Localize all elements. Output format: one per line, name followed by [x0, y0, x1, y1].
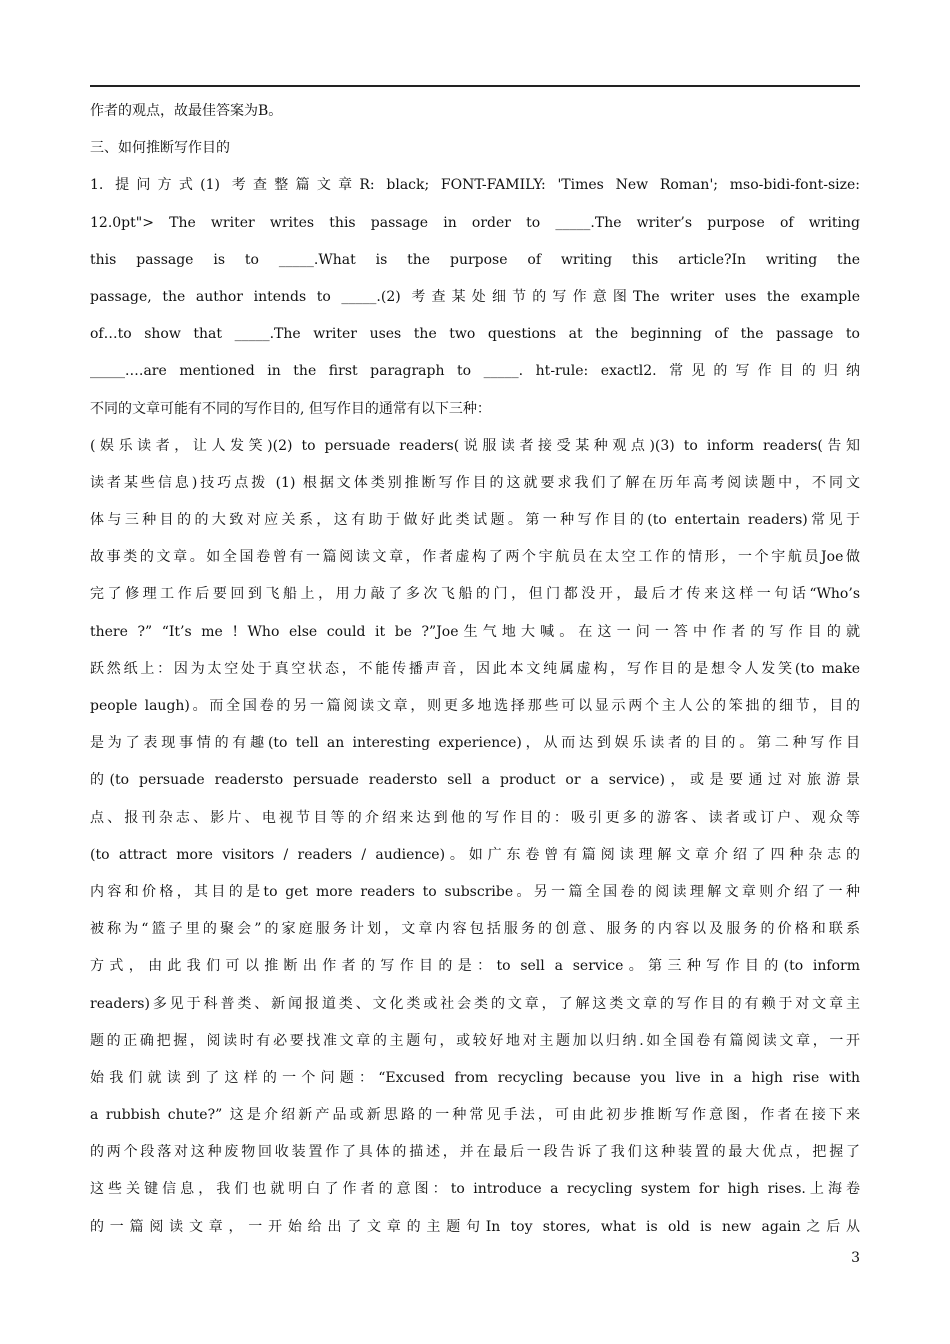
text-line: 三、如何推断写作目的 — [90, 140, 230, 157]
text-line: 始我们就读到了这样的一个问题：“Excused from recycling because you live in a high rise with — [90, 1069, 860, 1086]
text-line: 的两个段落对这种废物回收装置作了具体的描述，并在最后一段告诉了我们这种装置的最大优点，把握了 — [90, 1144, 860, 1161]
page-number: 3 — [851, 1250, 860, 1266]
text-line: 点、报刊杂志、影片、电视节目等的介绍来达到他的写作目的：吸引更多的游客、读者或订户、观众等 — [90, 809, 860, 826]
text-line: readers)多见于科普类、新闻报道类、文化类或社会类的文章，了解这类文章的写作目的有赖于对文章主 — [90, 995, 860, 1012]
header-rule — [90, 85, 860, 87]
text-line: 题的正确把握，阅读时有必要找准文章的主题句，或较好地对主题加以归纳.如全国卷有篇阅读文章，一开 — [90, 1032, 860, 1049]
text-line: 读者某些信息)技巧点拨 (1) 根据文体类别推断写作目的这就要求我们了解在历年高考阅读题中，不同文 — [90, 474, 860, 491]
text-line: (to attract more visitors / readers / audience)。如广东卷曾有篇阅读理解文章介绍了四种杂志的 — [90, 846, 860, 863]
text-line: 作者的观点，故最佳答案为B。 — [90, 103, 283, 119]
document-body — [90, 93, 860, 1246]
text-line: 1. 提问方式(1) 考查整篇文章R: black; FONT-FAMILY: 'Times New Roman'; mso-bidi-font-size: — [90, 177, 860, 194]
text-line: 12.0pt"> The writer writes this passage in order to _____.The writer’s purpose of writing — [90, 214, 860, 231]
text-line: 跃然纸上：因为太空处于真空状态，不能传播声音，因此本文纯属虚构，写作目的是想令人发笑(to make — [90, 660, 860, 677]
text-line: 是为了表现事情的有趣(to tell an interesting experience)，从而达到娱乐读者的目的。第二种写作目 — [90, 735, 860, 752]
text-line: 完了修理工作后要回到飞船上，用力敲了多次飞船的门，但门都没开，最后才传来这样一句话“Who’s — [90, 586, 860, 603]
text-line: 方式，由此我们可以推断出作者的写作目的是：to sell a service。第三种写作目的(to inform — [90, 958, 860, 975]
text-line: of…to show that _____.The writer uses the two questions at the beginning of the passage to — [90, 326, 860, 343]
text-line: 这些关键信息，我们也就明白了作者的意图：to introduce a recycling system for high rises.上海卷 — [90, 1181, 860, 1198]
text-line: passage, the author intends to _____.(2) 考查某处细节的写作意图The writer uses the example — [90, 288, 860, 305]
text-line: 被称为“篮子里的聚会”的家庭服务计划，文章内容包括服务的创意、服务的内容以及服务的价格和联系 — [90, 921, 860, 938]
text-line: a rubbish chute?” 这是介绍新产品或新思路的一种常见手法，可由此初步推断写作意图，作者在接下来 — [90, 1107, 860, 1124]
text-line: 不同的文章可能有不同的写作目的, 但写作目的通常有以下三种： — [90, 400, 491, 417]
text-line: 内容和价格，其目的是to get more readers to subscribe。另一篇全国卷的阅读理解文章则介绍了一种 — [90, 883, 860, 900]
text-line: 故事类的文章。如全国卷曾有一篇阅读文章，作者虚构了两个宇航员在太空工作的情形，一个宇航员Joe做 — [90, 549, 860, 566]
text-line: this passage is to _____.What is the purpose of writing this article?In writing the — [90, 251, 860, 268]
text-line: people laugh)。而全国卷的另一篇阅读文章，则更多地选择那些可以显示两个主人公的笨拙的细节，目的 — [90, 698, 860, 714]
text-line: 的(to persuade readersto persuade readersto sell a product or a service)，或是要通过对旅游景 — [90, 772, 860, 789]
text-line: 的一篇阅读文章，一开始给出了文章的主题句In toy stores, what is old is new again之后从 — [90, 1218, 860, 1235]
text-line: _____.…are mentioned in the first paragraph to _____. ht-rule: exactl2. 常见的写作目的归纳 — [90, 363, 860, 380]
text-line: there ?” “It’s me ! Who else could it be ?”Joe生气地大喊。在这一问一答中作者的写作目的就 — [90, 623, 860, 640]
text-line: (娱乐读者，让人发笑)(2) to persuade readers(说服读者接受某种观点)(3) to inform readers(告知 — [90, 437, 860, 454]
text-line: 体与三种目的的大致对应关系，这有助于做好此类试题。第一种写作目的(to entertain readers)常见于 — [90, 512, 860, 529]
